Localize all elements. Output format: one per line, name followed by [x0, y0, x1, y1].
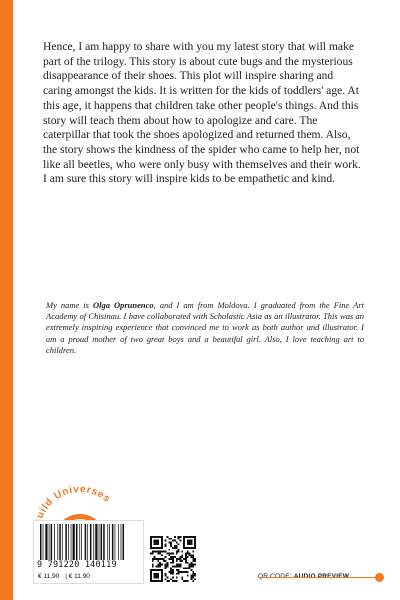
- story-description: Hence, I am happy to share with you my latest story that will make part of the trilogy. This story is about cute bugs and the mysterious disappearance of their shoes. This plot will inspire sharing and caring amongst the kids. It is written for the kids of toddlers' age. At this age, it happens that children take other people's things. And this story will teach them about how to apologize and care. The caterpillar that took the shoes apologized and returned them. Also, the story shows the kindness of the spider who came to help her, not like all beetles, who were only busy with themselves and their work. I am sure this story will inspire kids to be empathetic and kind.: [43, 40, 361, 186]
- author-bio: [46, 300, 364, 356]
- barcode-bars: [38, 524, 141, 560]
- author-name: Olga Oprunenco: [92, 300, 154, 310]
- isbn-barcode: [33, 520, 144, 584]
- orange-edge-strip: [0, 0, 13, 600]
- qr-code-icon[interactable]: [150, 536, 196, 582]
- publisher-logo-text: uild Universes: [34, 483, 113, 521]
- bio-rest: , and I am from Moldova. I graduated from the Fine Art Academy of Chisinau. I have collaborated with Scholastic Asia as an illustrator. This was an extremely inspiring experience that convinced me to work as both author and illustrator. I am a proud mother of two great boys and a beautiful girl. Also, I love teaching art to children.: [46, 300, 364, 355]
- barcode-number: 9 791220 140119: [37, 560, 117, 570]
- price-secondary: | € 11.90: [65, 573, 90, 580]
- orange-rule-line: [258, 577, 378, 578]
- price-line: [38, 573, 142, 580]
- bio-intro: My name is: [46, 300, 93, 310]
- price-primary: € 11,90: [38, 573, 60, 580]
- orange-dot: [375, 573, 384, 582]
